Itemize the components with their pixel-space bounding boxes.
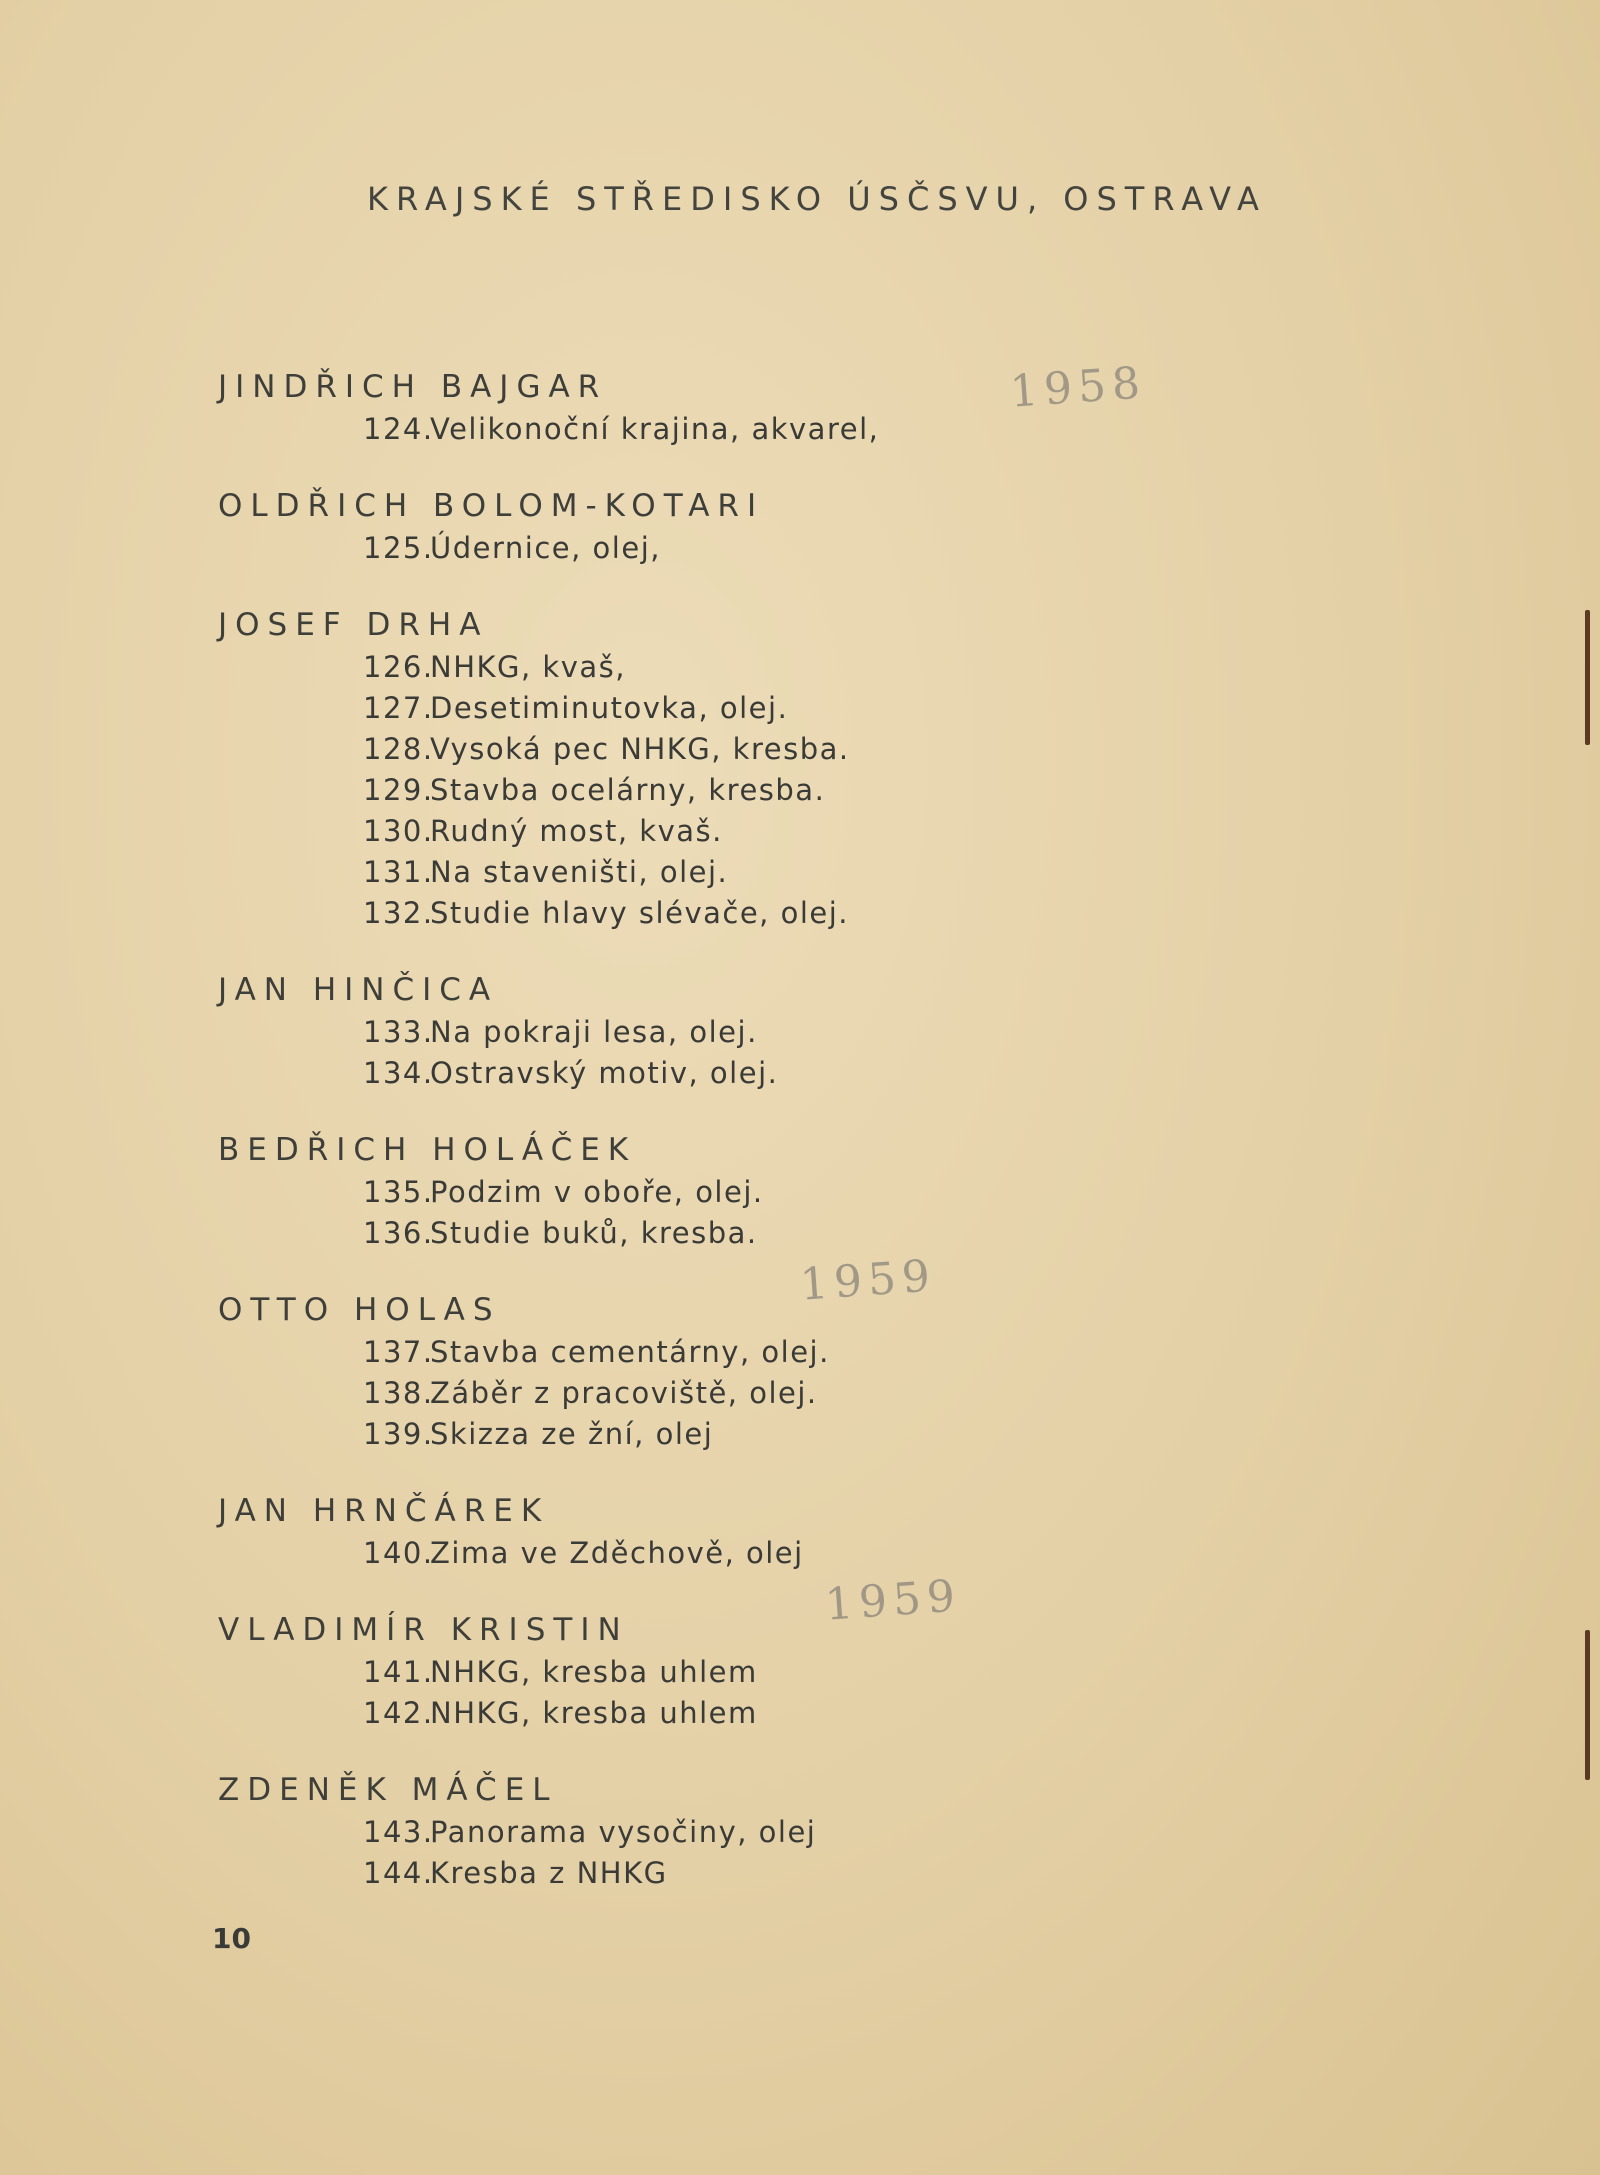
artist-name: OTTO HOLAS	[218, 1292, 501, 1328]
artist-name: BEDŘICH HOLÁČEK	[218, 1132, 637, 1168]
work-number: 133.	[363, 1015, 434, 1049]
work-title: Ostravský motiv, olej.	[430, 1056, 779, 1090]
artist-entry	[218, 968, 1318, 1094]
work-title: Na staveništi, olej.	[430, 855, 729, 889]
work-title: Stavba ocelárny, kresba.	[430, 773, 826, 807]
artist-name: ZDENĚK MÁČEL	[218, 1772, 558, 1808]
work-number: 125.	[363, 531, 434, 565]
artist-name: JINDŘICH BAJGAR	[218, 369, 608, 405]
work-title: NHKG, kresba uhlem	[430, 1696, 758, 1730]
work-title: Studie hlavy slévače, olej.	[430, 896, 850, 930]
handwritten-year-annotation: 1958	[1008, 357, 1148, 418]
artist-entry	[218, 365, 1318, 450]
work-item	[218, 688, 1318, 729]
work-number: 143.	[363, 1815, 434, 1849]
work-item	[218, 528, 1318, 569]
work-title: Na pokraji lesa, olej.	[430, 1015, 758, 1049]
work-number: 126.	[363, 650, 434, 684]
work-number: 139.	[363, 1417, 434, 1451]
page-number: 10	[212, 1922, 251, 1955]
binding-mark-bottom	[1585, 1630, 1590, 1780]
work-item	[218, 1373, 1318, 1414]
work-number: 141.	[363, 1655, 434, 1689]
work-title: Stavba cementárny, olej.	[430, 1335, 830, 1369]
artist-entry	[218, 1768, 1318, 1894]
artist-entry	[218, 1489, 1318, 1574]
handwritten-year-annotation: 1959	[798, 1250, 938, 1311]
artist-name: JAN HINČICA	[218, 972, 499, 1008]
work-item	[218, 647, 1318, 688]
work-item	[218, 409, 1318, 450]
artist-name: OLDŘICH BOLOM-KOTARI	[218, 488, 765, 524]
work-title: Vysoká pec NHKG, kresba.	[430, 732, 850, 766]
work-item	[218, 1414, 1318, 1455]
work-title: NHKG, kresba uhlem	[430, 1655, 758, 1689]
artist-entry	[218, 603, 1318, 934]
page-header: KRAJSKÉ STŘEDISKO ÚSČSVU, OSTRAVA	[367, 180, 1267, 218]
work-item	[218, 1332, 1318, 1373]
work-number: 140.	[363, 1536, 434, 1570]
binding-mark-top	[1585, 610, 1590, 745]
artist-name: VLADIMÍR KRISTIN	[218, 1612, 629, 1648]
work-title: Podzim v oboře, olej.	[430, 1175, 764, 1209]
work-title: Panorama vysočiny, olej	[430, 1815, 817, 1849]
work-number: 138.	[363, 1376, 434, 1410]
work-number: 130.	[363, 814, 434, 848]
work-number: 132.	[363, 896, 434, 930]
artist-name: JOSEF DRHA	[218, 607, 489, 643]
work-item	[218, 1693, 1318, 1734]
work-title: Záběr z pracoviště, olej.	[430, 1376, 818, 1410]
work-number: 135.	[363, 1175, 434, 1209]
handwritten-year-annotation: 1959	[823, 1570, 963, 1631]
work-number: 128.	[363, 732, 434, 766]
artist-entry	[218, 484, 1318, 569]
work-title: NHKG, kvaš,	[430, 650, 626, 684]
work-item	[218, 1853, 1318, 1894]
work-item	[218, 1172, 1318, 1213]
work-item	[218, 1053, 1318, 1094]
artist-entry	[218, 1128, 1318, 1254]
work-item	[218, 893, 1318, 934]
work-number: 136.	[363, 1216, 434, 1250]
work-item	[218, 1012, 1318, 1053]
work-number: 137.	[363, 1335, 434, 1369]
work-number: 144.	[363, 1856, 434, 1890]
work-number: 127.	[363, 691, 434, 725]
work-title: Zima ve Zděchově, olej	[430, 1536, 804, 1570]
artist-entry	[218, 1288, 1318, 1455]
work-item	[218, 1533, 1318, 1574]
work-number: 142.	[363, 1696, 434, 1730]
work-item	[218, 1652, 1318, 1693]
work-item	[218, 852, 1318, 893]
work-title: Desetiminutovka, olej.	[430, 691, 789, 725]
work-number: 131.	[363, 855, 434, 889]
work-item	[218, 1812, 1318, 1853]
artist-name: JAN HRNČÁREK	[218, 1493, 550, 1529]
catalogue-list	[218, 365, 1318, 1894]
work-title: Studie buků, kresba.	[430, 1216, 758, 1250]
work-item	[218, 1213, 1318, 1254]
work-item	[218, 770, 1318, 811]
work-number: 124.	[363, 412, 434, 446]
work-item	[218, 811, 1318, 852]
work-number: 129.	[363, 773, 434, 807]
work-title: Údernice, olej,	[430, 531, 661, 565]
work-number: 134.	[363, 1056, 434, 1090]
work-title: Kresba z NHKG	[430, 1856, 668, 1890]
artist-entry	[218, 1608, 1318, 1734]
work-title: Skizza ze žní, olej	[430, 1417, 714, 1451]
work-title: Rudný most, kvaš.	[430, 814, 723, 848]
work-item	[218, 729, 1318, 770]
work-title: Velikonoční krajina, akvarel,	[430, 412, 880, 446]
